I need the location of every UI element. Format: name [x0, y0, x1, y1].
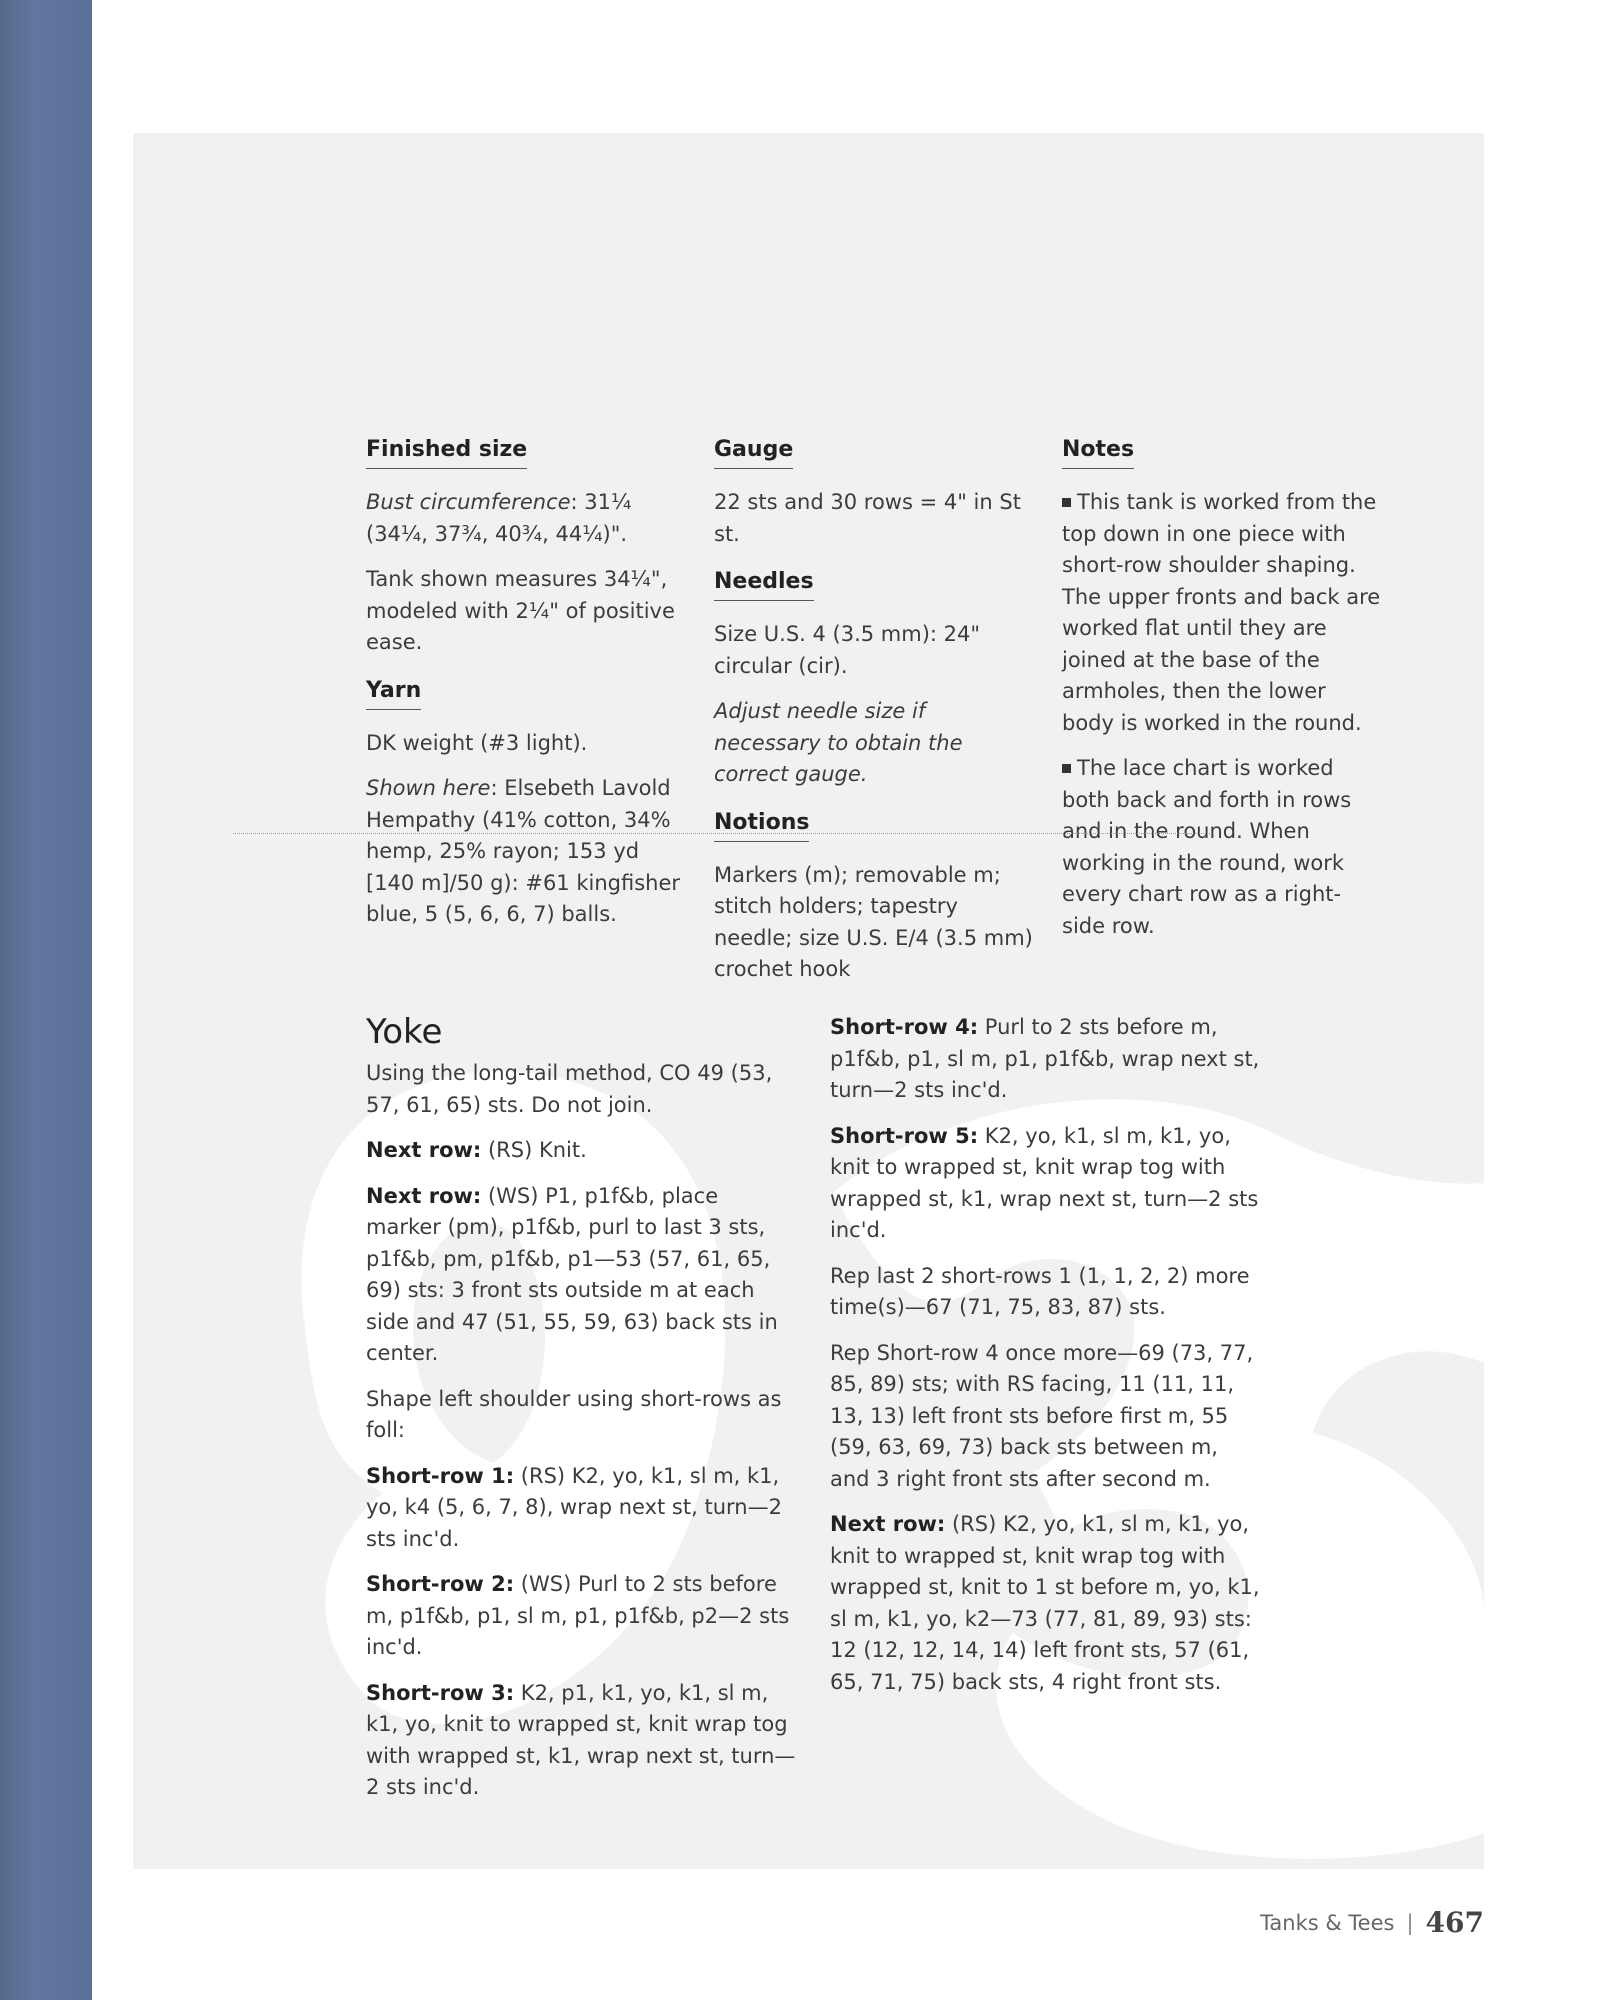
needles-note: Adjust needle size if necessary to obtain the correct gauge.	[714, 699, 963, 786]
yarn-shown-here: Shown here: Elsebeth Lavold Hempathy (41% cotton, 34% hemp, 25% rayon; 153 yd [140 m]/50 g): #61 kingfisher blue, 5 (5, 6, 6, 7) balls.	[366, 776, 681, 926]
yarn-heading: Yarn	[366, 677, 421, 710]
yoke-column-right	[830, 1012, 1260, 1712]
finished-size-heading: Finished size	[366, 436, 527, 469]
square-bullet-icon	[1062, 764, 1071, 773]
book-spine-edge	[0, 0, 92, 2000]
square-bullet-icon	[1062, 498, 1071, 507]
bust-circumference: Bust circumference: 31¼ (34¼, 37¾, 40¾, 44¼)".	[366, 490, 632, 546]
instruction-row: Short-row 4: Purl to 2 sts before m, p1f&b, p1, sl m, p1, p1f&b, wrap next st, turn—2 sts inc'd.	[830, 1015, 1260, 1102]
instruction-row: Next row: (RS) Knit.	[366, 1138, 587, 1162]
page-footer	[1260, 1906, 1484, 1939]
specs-column-3	[1062, 434, 1382, 956]
instruction-row: Rep last 2 short-rows 1 (1, 1, 2, 2) more time(s)—67 (71, 75, 83, 87) sts.	[830, 1263, 1250, 1319]
note-item: The lace chart is worked both back and forth in rows and in the round. When working in the round, work every chart row as a right-side row.	[1062, 756, 1352, 938]
instruction-row: Short-row 3: K2, p1, k1, yo, k1, sl m, k1, yo, knit to wrapped st, knit wrap tog with wrapped st, k1, wrap next st, turn—2 sts inc'd.	[366, 1680, 796, 1799]
instruction-row: Shape left shoulder using short-rows as foll:	[366, 1386, 782, 1442]
notions-text: Markers (m); removable m; stitch holders; tapestry needle; size U.S. E/4 (3.5 mm) crochet hook	[714, 862, 1033, 981]
content-panel	[133, 133, 1484, 1869]
section-name: Tanks & Tees	[1260, 1910, 1395, 1935]
instruction-row: Short-row 5: K2, yo, k1, sl m, k1, yo, knit to wrapped st, knit wrap tog with wrapped st, k1, wrap next st, turn—2 sts inc'd.	[830, 1123, 1259, 1242]
yarn-weight: DK weight (#3 light).	[366, 730, 588, 755]
footer-separator: |	[1406, 1910, 1414, 1935]
gauge-text: 22 sts and 30 rows = 4" in St st.	[714, 490, 1021, 546]
decorative-numeral-watermark	[133, 133, 1484, 1869]
specs-column-1	[366, 434, 686, 945]
needles-heading: Needles	[714, 568, 814, 601]
instruction-row: Short-row 1: (RS) K2, yo, k1, sl m, k1, yo, k4 (5, 6, 7, 8), wrap next st, turn—2 sts inc'd.	[366, 1463, 782, 1551]
section-divider	[233, 833, 1212, 834]
needles-text: Size U.S. 4 (3.5 mm): 24" circular (cir).	[714, 622, 981, 678]
page-number: 467	[1425, 1906, 1484, 1939]
instruction-row: Rep Short-row 4 once more—69 (73, 77, 85, 89) sts; with RS facing, 11 (11, 11, 13, 13) left front sts before first m, 55 (59, 63, 69, 73) back sts between m, and 3 right front sts after second m.	[830, 1340, 1254, 1491]
instruction-row: Short-row 2: (WS) Purl to 2 sts before m, p1f&b, p1, sl m, p1, p1f&b, p2—2 sts inc'd.	[366, 1572, 790, 1659]
note-item: This tank is worked from the top down in one piece with short-row shoulder shaping. The upper fronts and back are worked flat until they are joined at the base of the armholes, then the lower body is worked in the round.	[1062, 490, 1381, 735]
instruction-row: Next row: (RS) K2, yo, k1, sl m, k1, yo, knit to wrapped st, knit wrap tog with wrapped st, knit to 1 st before m, yo, k1, sl m, k1, yo, k2—73 (77, 81, 89, 93) sts: 12 (12, 12, 14, 14) left front sts, 57 (61, 65, 71, 75) back sts, 4 right front sts.	[830, 1512, 1260, 1694]
specs-column-2	[714, 434, 1034, 1000]
gauge-heading: Gauge	[714, 436, 793, 469]
tank-shown-measure: Tank shown measures 34¼", modeled with 2¼" of positive ease.	[366, 567, 675, 654]
yoke-column-left	[366, 1012, 796, 1818]
notes-heading: Notes	[1062, 436, 1134, 469]
yoke-intro: Using the long-tail method, CO 49 (53, 57, 61, 65) sts. Do not join.	[366, 1061, 773, 1117]
instruction-row: Next row: (WS) P1, p1f&b, place marker (pm), p1f&b, purl to last 3 sts, p1f&b, pm, p1f&b, p1—53 (57, 61, 65, 69) sts: 3 front sts outside m at each side and 47 (51, 55, 59, 63) back sts in center.	[366, 1183, 778, 1365]
notions-heading: Notions	[714, 809, 809, 842]
yoke-heading: Yoke	[366, 1012, 443, 1052]
